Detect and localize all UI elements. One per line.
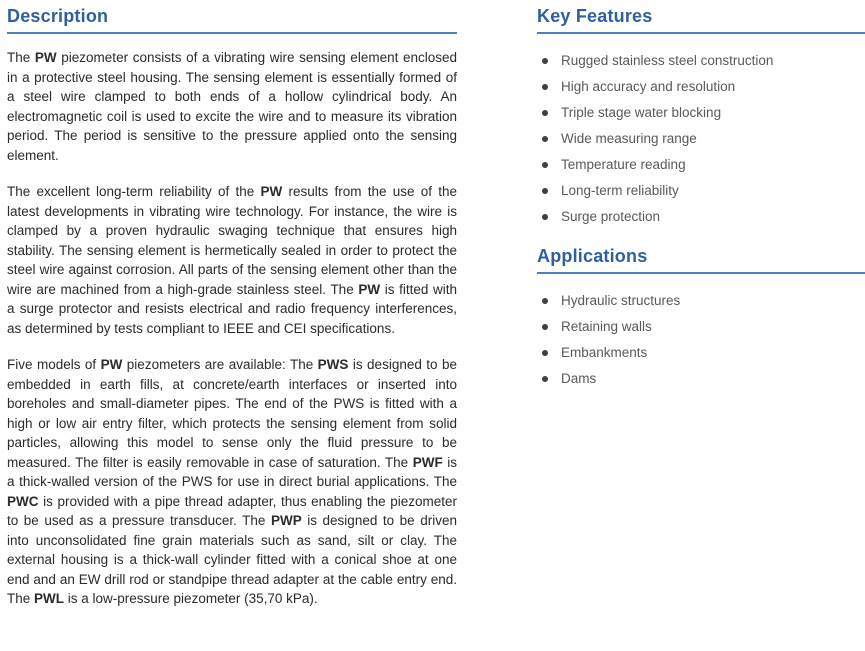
key-feature-item: [537, 130, 865, 147]
bullet-icon: [542, 324, 548, 330]
bullet-icon: [542, 188, 548, 194]
key-features-list: [537, 52, 865, 225]
application-item: [537, 318, 865, 335]
key-feature-item: [537, 156, 865, 173]
sidebar-column: [537, 6, 865, 396]
bullet-icon: [542, 84, 548, 90]
key-feature-label: Surge protection: [561, 209, 661, 224]
description-paragraph-3: Five models of PW piezometers are available: The PWS is designed to be embedded in earth fills, at concrete/earth interfaces or inserted into boreholes and small-diameter pipes. The end of the PWS is fitted with a high or low air entry filter, which protects the sensing element from solid particles, allowing this model to sense only the fluid pressure to be measured. The filter is easily removable in case of saturation. The PWF is a thick-walled version of the PWS for use in direct burial applications. The PWC is provided with a pipe thread adapter, thus enabling the piezometer to be used as a pressure transducer. The PWP is designed to be driven into unconsolidated fine grain materials such as sand, silt or clay. The external housing is a thick-wall cylinder fitted with a conical shoe at one end and an EW drill rod or standpipe thread adapter at the cable entry end. The PWL is a low-pressure piezometer (35,70 kPa).: [7, 357, 457, 606]
key-features-heading: Key Features: [537, 6, 865, 34]
application-label: Hydraulic structures: [561, 293, 681, 308]
key-feature-label: Temperature reading: [561, 157, 686, 172]
application-item: [537, 292, 865, 309]
description-column: [7, 6, 457, 609]
key-feature-label: Long-term reliability: [561, 183, 679, 198]
application-item: [537, 370, 865, 387]
description-body: [7, 48, 457, 609]
description-paragraph-1: The PW piezometer consists of a vibrating wire sensing element enclosed in a protective steel housing. The sensing element is essentially formed of a steel wire clamped to both ends of a hollow cylindrical body. An electromagnetic coil is used to excite the wire and to measure its vibration period. The period is sensitive to the pressure applied onto the sensing element.: [7, 50, 458, 163]
application-label: Embankments: [561, 345, 648, 360]
application-item: [537, 344, 865, 361]
applications-list: [537, 292, 865, 387]
bullet-icon: [542, 162, 548, 168]
bullet-icon: [542, 110, 548, 116]
key-feature-item: [537, 208, 865, 225]
key-feature-label: Triple stage water blocking: [561, 105, 722, 120]
bullet-icon: [542, 58, 548, 64]
bullet-icon: [542, 298, 548, 304]
key-feature-label: Rugged stainless steel construction: [561, 53, 774, 68]
application-label: Dams: [561, 371, 597, 386]
key-feature-item: [537, 104, 865, 121]
description-heading: Description: [7, 6, 457, 34]
key-feature-label: High accuracy and resolution: [561, 79, 736, 94]
bullet-icon: [542, 136, 548, 142]
application-label: Retaining walls: [561, 319, 652, 334]
key-feature-item: [537, 78, 865, 95]
bullet-icon: [542, 376, 548, 382]
bullet-icon: [542, 350, 548, 356]
key-feature-label: Wide measuring range: [561, 131, 697, 146]
applications-heading: Applications: [537, 246, 865, 274]
bullet-icon: [542, 214, 548, 220]
description-paragraph-2: The excellent long-term reliability of the PW results from the use of the latest developments in vibrating wire technology. For instance, the wire is clamped by a proven hydraulic swaging technique that ensures high stability. The sensing element is hermetically sealed in order to protect the steel wire against corrosion. All parts of the sensing element other than the wire are machined from a high-grade stainless steel. The PW is fitted with a surge protector and resists electrical and radio frequency interferences, as determined by tests compliant to IEEE and CEI specifications.: [7, 184, 458, 336]
key-feature-item: [537, 182, 865, 199]
key-feature-item: [537, 52, 865, 69]
